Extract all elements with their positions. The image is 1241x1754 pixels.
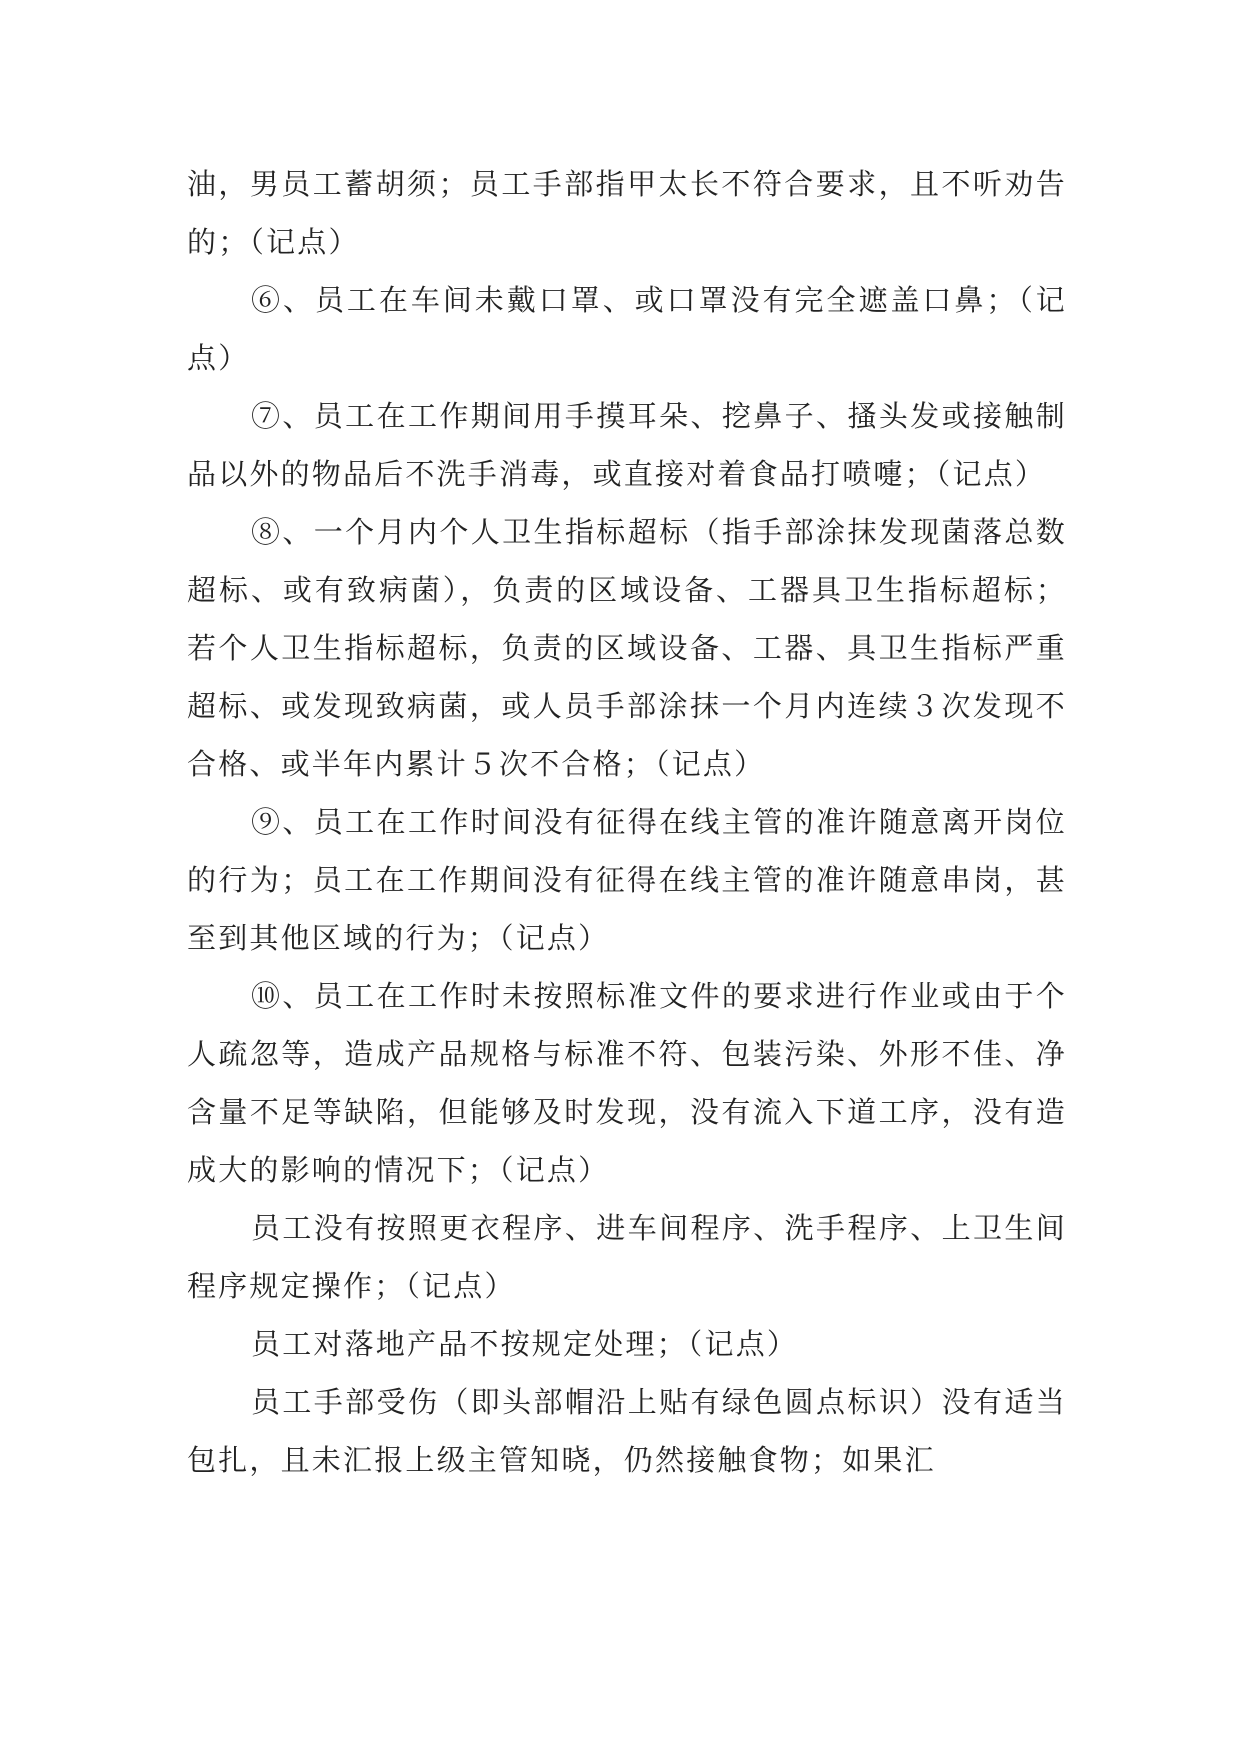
document-body xyxy=(187,155,1067,1489)
paragraph-dress-procedure: 员工没有按照更衣程序、进车间程序、洗手程序、上卫生间程序规定操作；（记点） xyxy=(187,1211,1067,1303)
paragraph-dropped-product: 员工对落地产品不按规定处理；（记点） xyxy=(251,1327,799,1361)
paragraph-item-9: ⑨、员工在工作时间没有征得在线主管的准许随意离开岗位的行为；员工在工作期间没有征得在线主管的准许随意串岗，甚至到其他区域的行为；（记点） xyxy=(187,805,1067,955)
paragraph-item-6: ⑥、员工在车间未戴口罩、或口罩没有完全遮盖口鼻；（记点） xyxy=(187,283,1067,375)
paragraph-item-7: ⑦、员工在工作期间用手摸耳朵、挖鼻子、搔头发或接触制品以外的物品后不洗手消毒，或直接对着食品打喷嚏；（记点） xyxy=(187,399,1067,491)
paragraph-continuation: 油，男员工蓄胡须；员工手部指甲太长不符合要求，且不听劝告的；（记点） xyxy=(187,167,1067,259)
paragraph-hand-injury: 员工手部受伤（即头部帽沿上贴有绿色圆点标识）没有适当包扎，且未汇报上级主管知晓，仍然接触食物；如果汇 xyxy=(187,1385,1067,1477)
paragraph-item-10: ⑩、员工在工作时未按照标准文件的要求进行作业或由于个人疏忽等，造成产品规格与标准不符、包装污染、外形不佳、净含量不足等缺陷，但能够及时发现，没有流入下道工序，没有造成大的影响的情况下；（记点） xyxy=(187,979,1067,1187)
paragraph-item-8: ⑧、一个月内个人卫生指标超标（指手部涂抹发现菌落总数超标、或有致病菌），负责的区域设备、工器具卫生指标超标；若个人卫生指标超标，负责的区域设备、工器、具卫生指标严重超标、或发现致病菌，或人员手部涂抹一个月内连续３次发现不合格、或半年内累计５次不合格；（记点） xyxy=(187,515,1067,781)
